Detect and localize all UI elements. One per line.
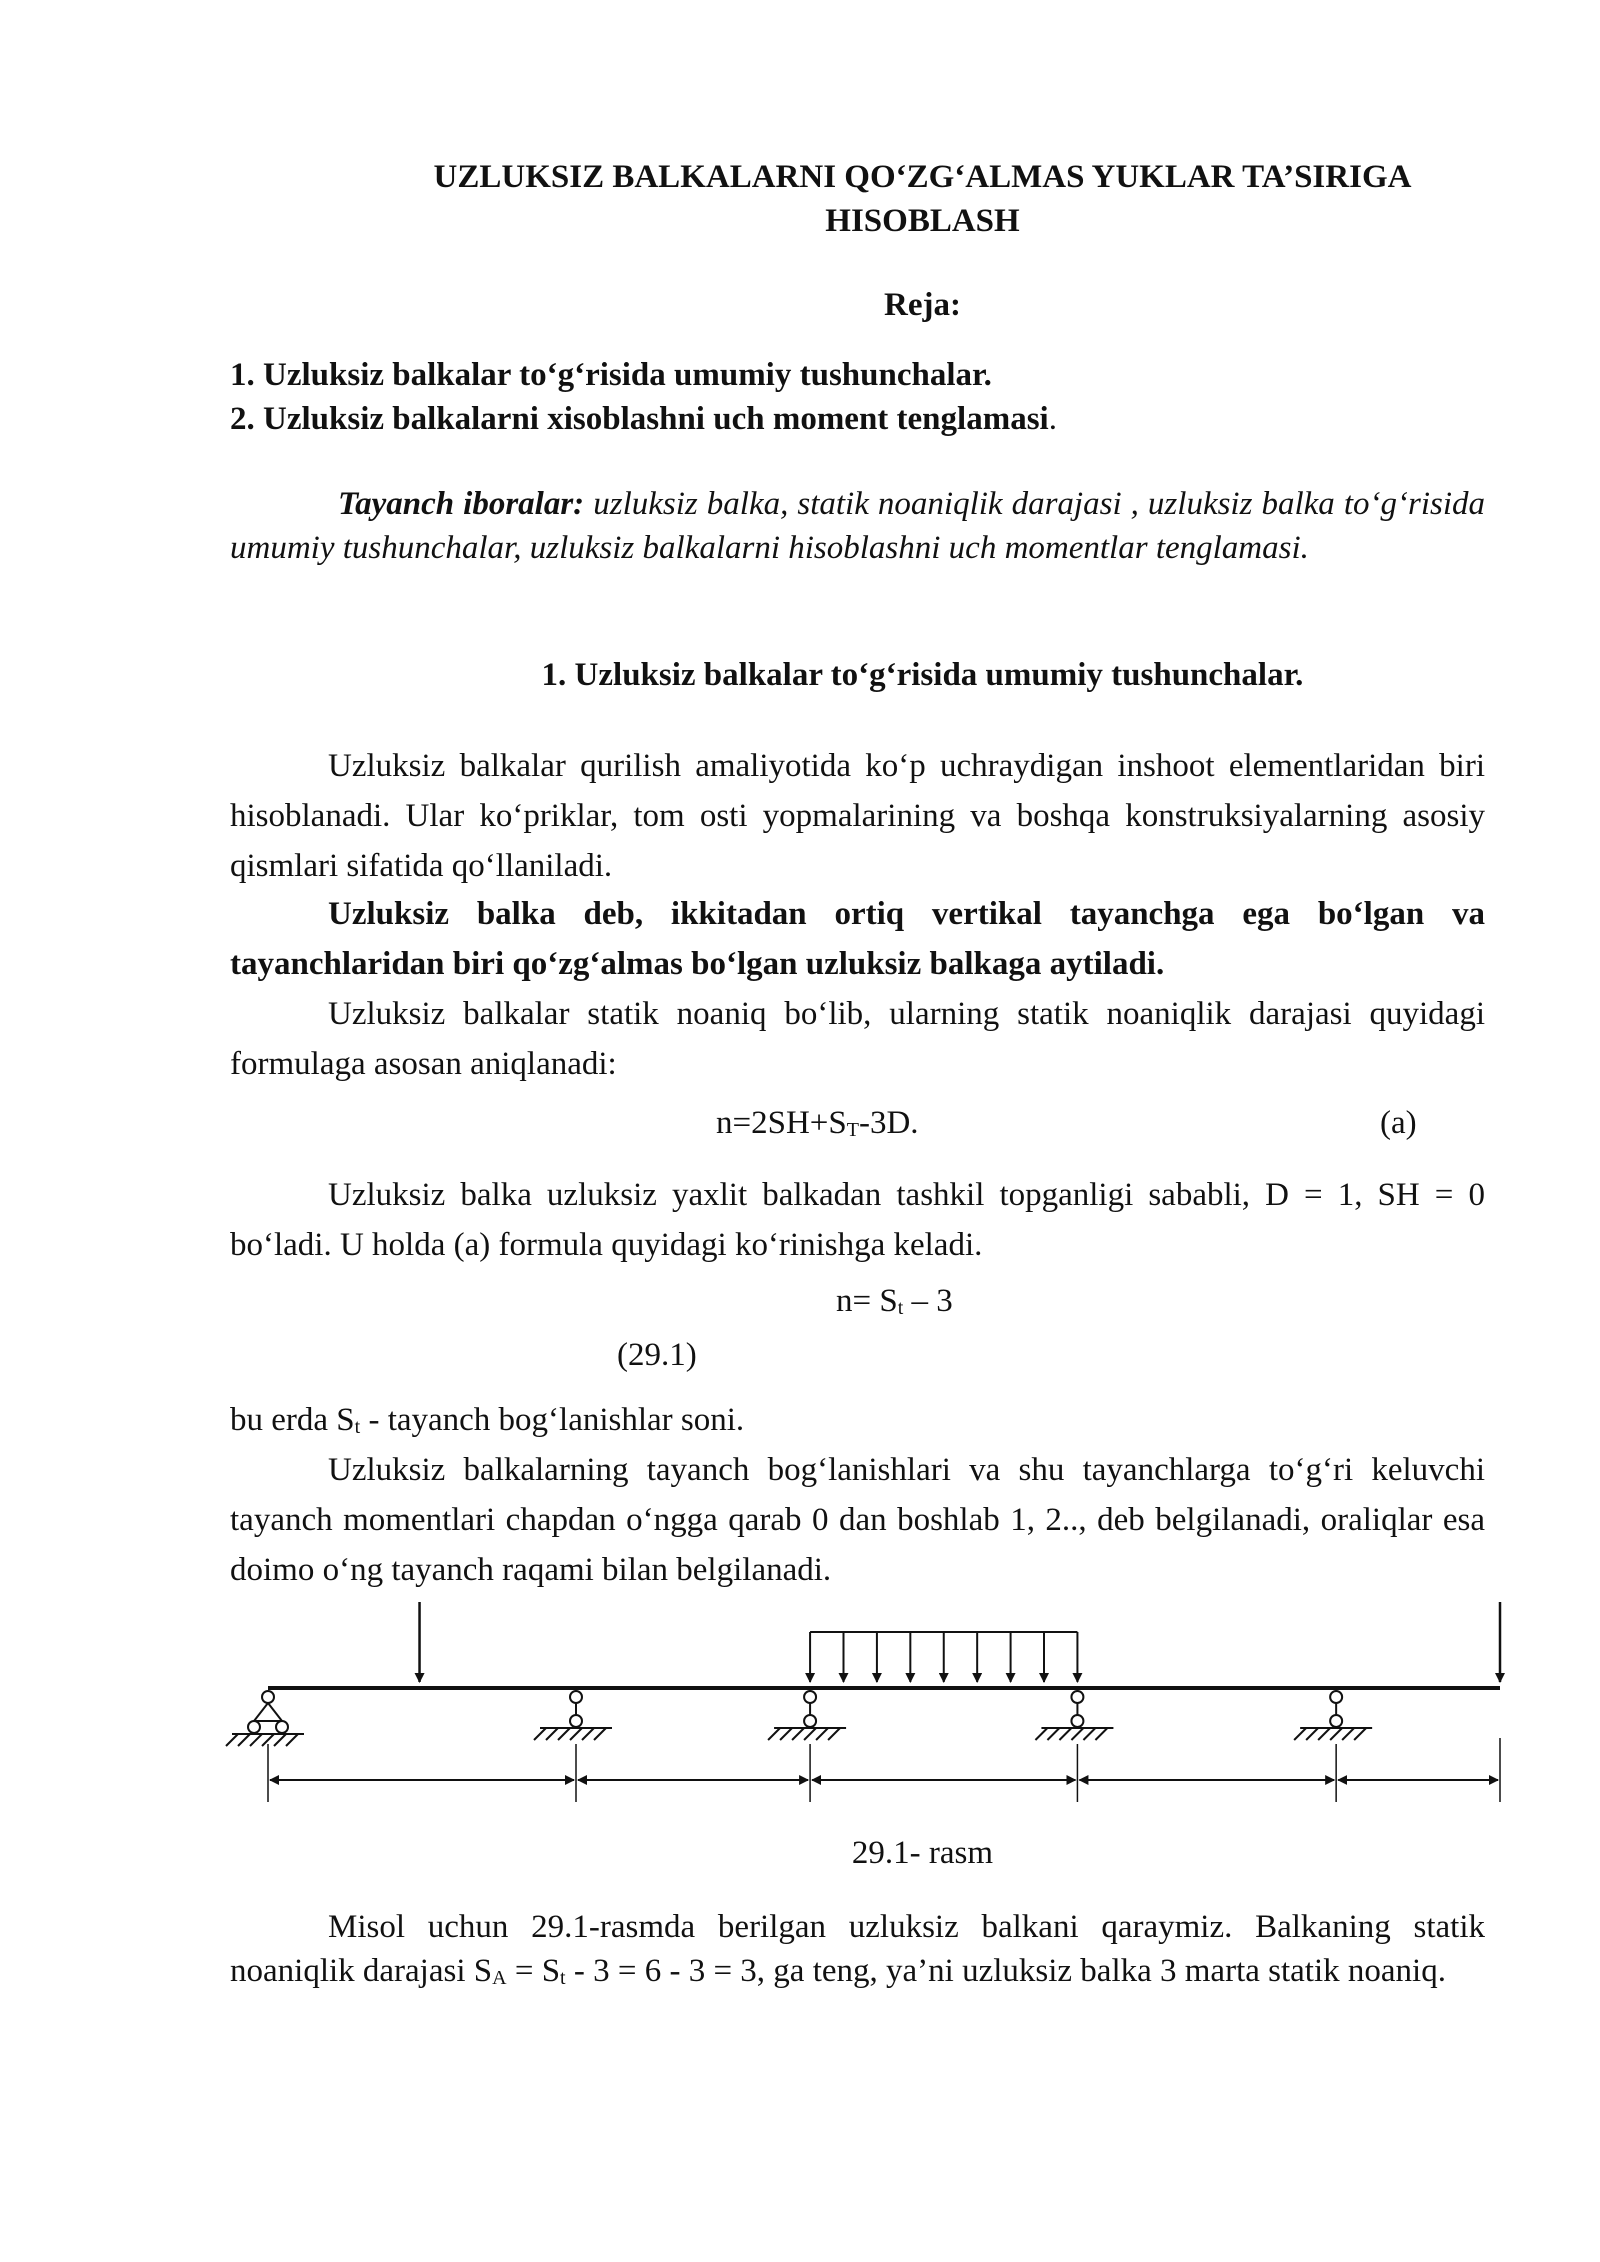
- hinge-icon: [804, 1691, 816, 1703]
- ground-hatch: [792, 1728, 804, 1740]
- ground-hatch: [238, 1734, 250, 1746]
- hinge-icon: [570, 1691, 582, 1703]
- ground-hatch: [594, 1728, 606, 1740]
- hinge-icon: [570, 1715, 582, 1727]
- formula-29-1-label: (29.1): [617, 1337, 697, 1373]
- title-line-2: HISOBLASH: [825, 203, 1020, 239]
- hinge-icon: [262, 1691, 274, 1703]
- paragraph-intro: Uzluksiz balkalar qurilish amaliyotida ko‘p uchraydigan inshoot elementlaridan biri hisoblanadi. Ular ko‘priklar, tom osti yopmalarining va boshqa konstruksiyalarning asosiy qismlari sifatida qo‘llaniladi.: [230, 748, 1485, 884]
- ground-hatch: [1330, 1728, 1342, 1740]
- ground-hatch: [1083, 1728, 1095, 1740]
- ground-hatch: [1095, 1728, 1107, 1740]
- formula-a: $n=2SH+S_T-3D$.: [716, 1105, 919, 1141]
- plan-item: 1. Uzluksiz balkalar to‘g‘risida umumiy tushunchalar.: [230, 357, 992, 393]
- ground-hatch: [582, 1728, 594, 1740]
- hinge-icon: [1330, 1715, 1342, 1727]
- plan-heading: Reja:: [884, 287, 961, 323]
- ground-hatch: [816, 1728, 828, 1740]
- ground-hatch: [1306, 1728, 1318, 1740]
- section-heading: 1. Uzluksiz balkalar to‘g‘risida umumiy tushunchalar.: [541, 657, 1304, 693]
- keywords-text: uzluksiz balka, statik noaniqlik darajasi , uzluksiz balka to‘g‘risida umumiy tushunchalar, uzluksiz balkalarni hisoblashni uch momentlar tenglamasi.: [230, 486, 1486, 566]
- figure-caption: 29.1- rasm: [851, 1835, 994, 1871]
- ground-hatch: [1294, 1728, 1306, 1740]
- ground-hatch: [1342, 1728, 1354, 1740]
- hinge-icon: [276, 1721, 288, 1733]
- ground-hatch: [780, 1728, 792, 1740]
- ground-hatch: [1318, 1728, 1330, 1740]
- plan-item: 2. Uzluksiz balkalarni xisoblashni uch moment tenglamasi.: [230, 401, 1057, 437]
- ground-hatch: [570, 1728, 582, 1740]
- hinge-icon: [1071, 1715, 1083, 1727]
- ground-hatch: [768, 1728, 780, 1740]
- ground-hatch: [804, 1728, 816, 1740]
- paragraph-indeterminacy: Uzluksiz balkalar statik noaniq bo‘lib, ularning statik noaniqlik darajasi quyidagi formulaga asosan aniqlanadi:: [230, 996, 1485, 1082]
- ground-hatch: [828, 1728, 840, 1740]
- support-strut: [254, 1703, 268, 1721]
- ground-hatch: [226, 1734, 238, 1746]
- hinge-icon: [804, 1715, 816, 1727]
- ground-hatch: [534, 1728, 546, 1740]
- hinge-icon: [1071, 1691, 1083, 1703]
- support-strut: [268, 1703, 282, 1721]
- formula-29-1: $n= S_t - 3$: [836, 1283, 953, 1319]
- ground-hatch: [558, 1728, 570, 1740]
- ground-hatch: [546, 1728, 558, 1740]
- paragraph-simplification: Uzluksiz balka uzluksiz yaxlit balkadan tashkil topganligi sababli, D = 1, SH = 0 bo‘ladi. U holda (a) formula quyidagi ko‘rinishga keladi.: [230, 1177, 1485, 1263]
- ground-hatch: [1047, 1728, 1059, 1740]
- title-line-1: UZLUKSIZ BALKALARNI QO‘ZG‘ALMAS YUKLAR TA’SIRIGA: [433, 159, 1412, 195]
- ground-hatch: [250, 1734, 262, 1746]
- keywords-label: Tayanch iboralar:: [338, 486, 585, 522]
- hinge-icon: [248, 1721, 260, 1733]
- ground-hatch: [1035, 1728, 1047, 1740]
- ground-hatch: [1059, 1728, 1071, 1740]
- ground-hatch: [274, 1734, 286, 1746]
- formula-a-label: (a): [1380, 1105, 1417, 1141]
- paragraph-definition: Uzluksiz balka deb, ikkitadan ortiq vertikal tayanchga ega bo‘lgan va tayanchlaridan biri qo‘zg‘almas bo‘lgan uzluksiz balkaga aytiladi.: [230, 896, 1485, 982]
- ground-hatch: [286, 1734, 298, 1746]
- paragraph-where: bu erda $S_t$ - tayanch bog‘lanishlar soni.: [230, 1402, 745, 1438]
- paragraph-example: Misol uchun 29.1-rasmda berilgan uzluksiz balkani qaraymiz. Balkaning statik noaniqlik darajasi $S_A = S_t - 3 = 6 - 3 = 3$, ga teng, ya’ni uzluksiz balka 3 marta statik noaniq.: [230, 1909, 1485, 1989]
- ground-hatch: [1071, 1728, 1083, 1740]
- paragraph-numbering: Uzluksiz balkalarning tayanch bog‘lanishlari va shu tayanchlarga to‘g‘ri keluvchi tayanch momentlari chapdan o‘ngga qarab 0 dan boshlab 1, 2.., deb belgilanadi, oraliqlar esa doimo o‘ng tayanch raqami bilan belgilanadi.: [230, 1452, 1485, 1588]
- ground-hatch: [1354, 1728, 1366, 1740]
- hinge-icon: [1330, 1691, 1342, 1703]
